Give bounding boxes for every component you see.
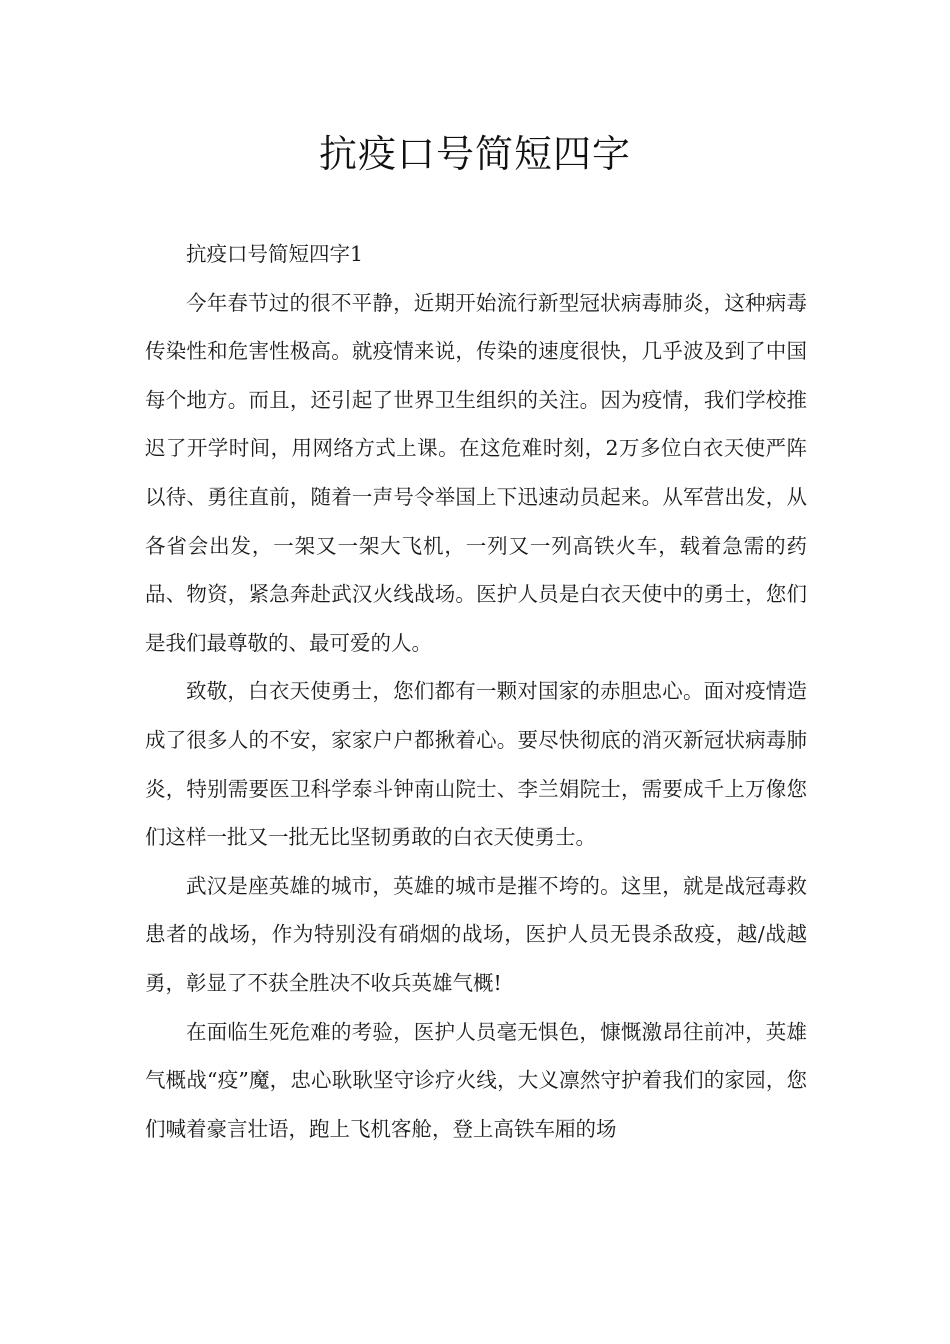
paragraph-3: 武汉是座英雄的城市，英雄的城市是摧不垮的。这里，就是战冠毒救患者的战场，作为特别没有硝烟的战场，医护人员无畏杀敌疫，越/战越勇，彰显了不获全胜决不收兵英雄气概!	[145, 873, 807, 995]
document-body	[145, 230, 807, 1153]
paragraph-2: 致敬，白衣天使勇士，您们都有一颗对国家的赤胆忠心。面对疫情造成了很多人的不安，家家户户都揪着心。要尽快彻底的消灭新冠状病毒肺炎，特别需要医卫科学泰斗钟南山院士、李兰娟院士，需要成千上万像您们这样一批又一批无比坚韧勇敢的白衣天使勇士。	[145, 679, 807, 850]
document-title: 抗疫口号简短四字	[318, 132, 631, 176]
section-heading: 抗疫口号简短四字1	[186, 242, 364, 266]
paragraph-4: 在面临生死危难的考验，医护人员毫无惧色，慷慨激昂往前冲，英雄气概战“疫”魔，忠心耿耿坚守诊疗火线，大义凛然守护着我们的家园，您们喊着豪言壮语，跑上飞机客舱，登上高铁车厢的场	[145, 1019, 807, 1141]
paragraph-1: 今年春节过的很不平静，近期开始流行新型冠状病毒肺炎，这种病毒传染性和危害性极高。就疫情来说，传染的速度很快，几乎波及到了中国每个地方。而且，还引起了世界卫生组织的关注。因为疫情，我们学校推迟了开学时间，用网络方式上课。在这危难时刻，2万多位白衣天使严阵以待、勇往直前，随着一声号令举国上下迅速动员起来。从军营出发，从各省会出发，一架又一架大飞机，一列又一列高铁火车，载着急需的药品、物资，紧急奔赴武汉火线战场。医护人员是白衣天使中的勇士，您们是我们最尊敬的、最可爱的人。	[145, 290, 807, 655]
